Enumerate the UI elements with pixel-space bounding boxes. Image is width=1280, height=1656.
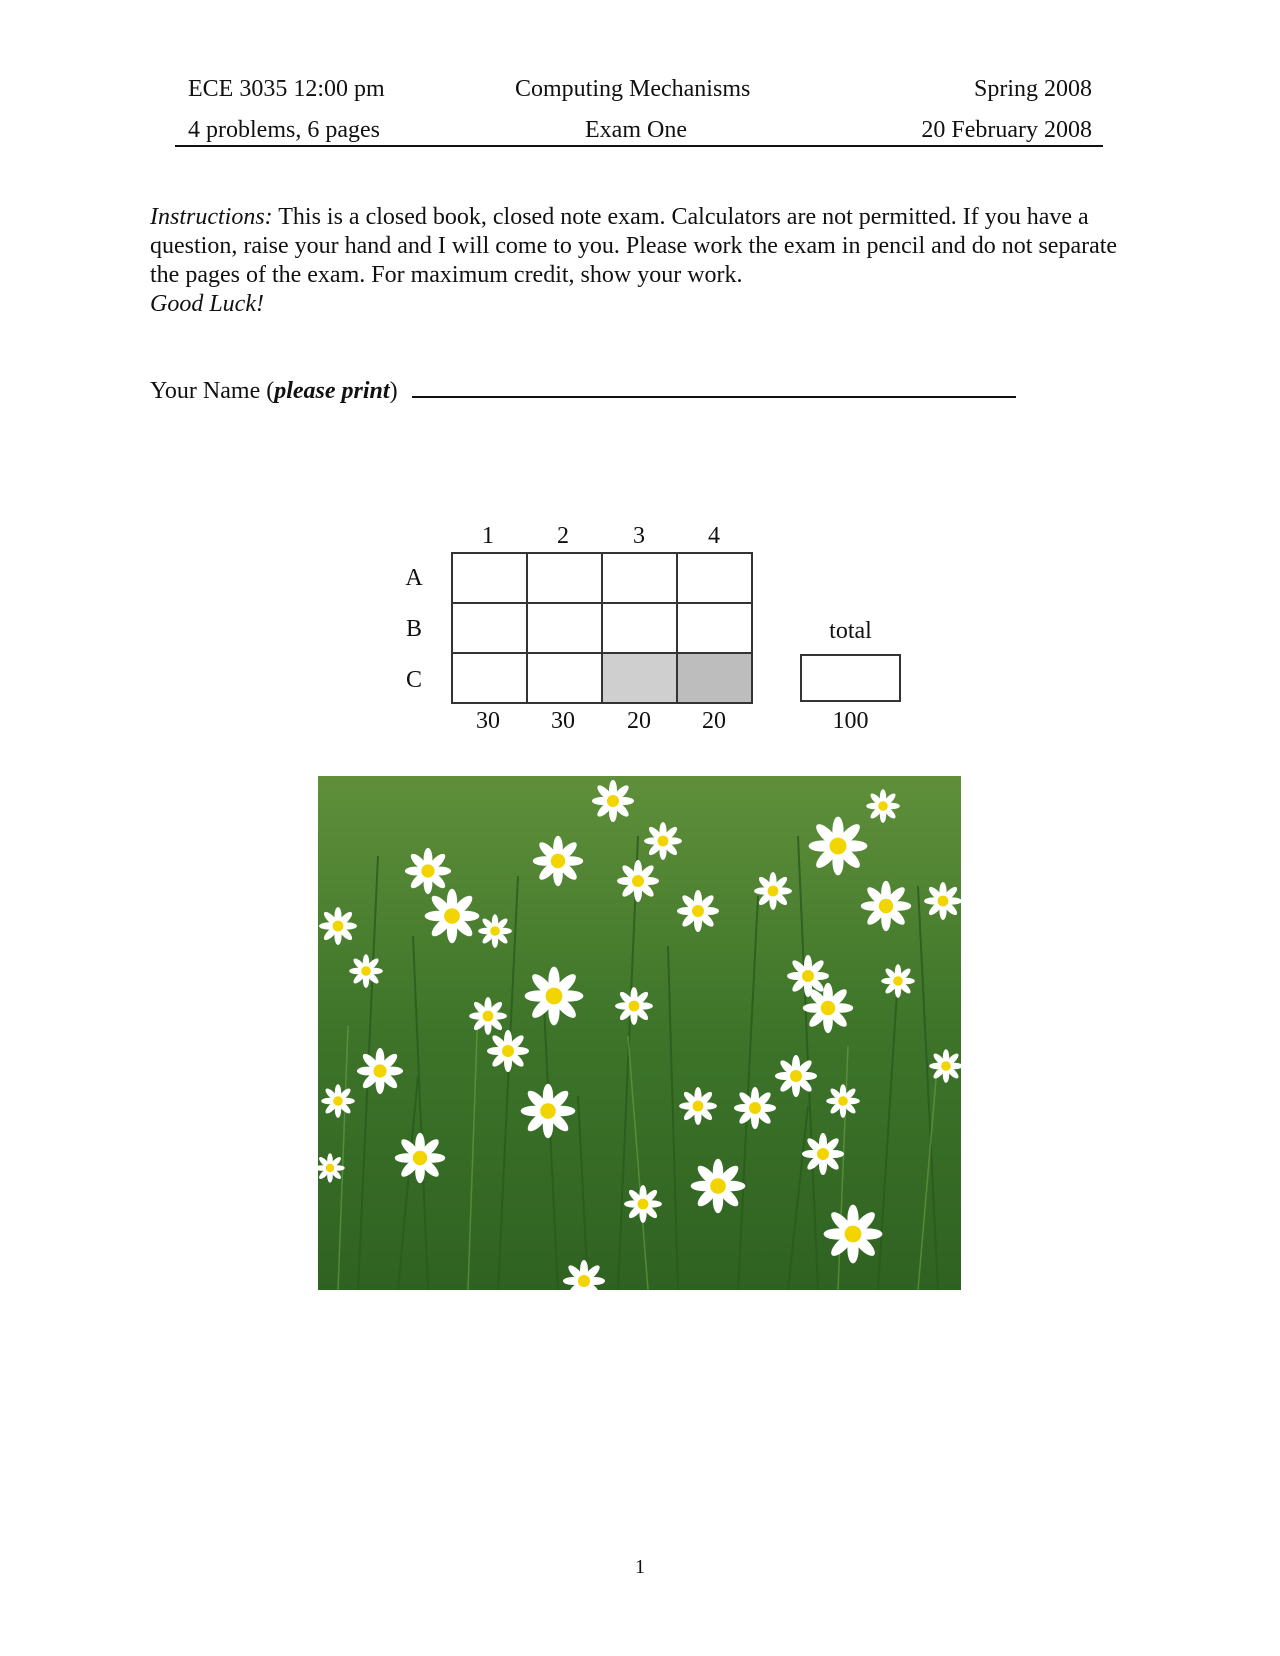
total-label: total (829, 618, 872, 644)
instructions (150, 203, 1130, 319)
course-title: Computing Mechanisms (515, 76, 751, 102)
name-label-start: Your Name ( (150, 378, 275, 404)
score-cell-c1[interactable] (452, 653, 527, 703)
total-score-box[interactable] (800, 654, 901, 702)
exam-title: Exam One (585, 117, 687, 143)
page-number: 1 (635, 1556, 645, 1578)
points-col-4: 20 (702, 708, 726, 734)
score-cell-a2[interactable] (527, 553, 602, 603)
score-cell-c3-shaded (602, 653, 677, 703)
score-cell-a1[interactable] (452, 553, 527, 603)
name-blank[interactable] (412, 376, 1016, 398)
name-label-end: ) (389, 378, 398, 404)
instructions-lead: Instructions: (150, 204, 273, 230)
exam-date: 20 February 2008 (921, 117, 1092, 143)
points-col-2: 30 (551, 708, 575, 734)
score-cell-b2[interactable] (527, 603, 602, 653)
exam-length: 4 problems, 6 pages (188, 117, 380, 143)
score-cell-b3[interactable] (602, 603, 677, 653)
daisy-field-photo (318, 776, 961, 1290)
points-col-1: 30 (476, 708, 500, 734)
col-label-2: 2 (557, 523, 569, 549)
score-cell-b1[interactable] (452, 603, 527, 653)
row-label-b: B (405, 616, 422, 642)
name-label-emph: please print (274, 378, 390, 404)
row-label-c: C (405, 667, 422, 693)
instructions-text: This is a closed book, closed note exam. Calculators are not permitted. If you have a question, raise your hand and I will come to you. Please work the exam in pencil and do not separate the pages of the exam. For maximum credit, show your work. (150, 204, 1118, 288)
course-info: ECE 3035 12:00 pm (188, 76, 385, 102)
row-label-a: A (405, 565, 423, 591)
score-cell-c4-shaded (677, 653, 752, 703)
name-field (150, 376, 1016, 405)
score-cell-c2[interactable] (527, 653, 602, 703)
score-cell-a3[interactable] (602, 553, 677, 603)
score-grid (451, 552, 753, 704)
score-cell-b4[interactable] (677, 603, 752, 653)
total-points: 100 (832, 708, 869, 734)
term: Spring 2008 (973, 76, 1092, 102)
col-label-3: 3 (633, 523, 645, 549)
col-label-4: 4 (708, 523, 720, 549)
score-cell-a4[interactable] (677, 553, 752, 603)
good-luck: Good Luck! (150, 291, 264, 317)
col-label-1: 1 (482, 523, 494, 549)
header-rule (175, 145, 1103, 147)
points-col-3: 20 (627, 708, 651, 734)
